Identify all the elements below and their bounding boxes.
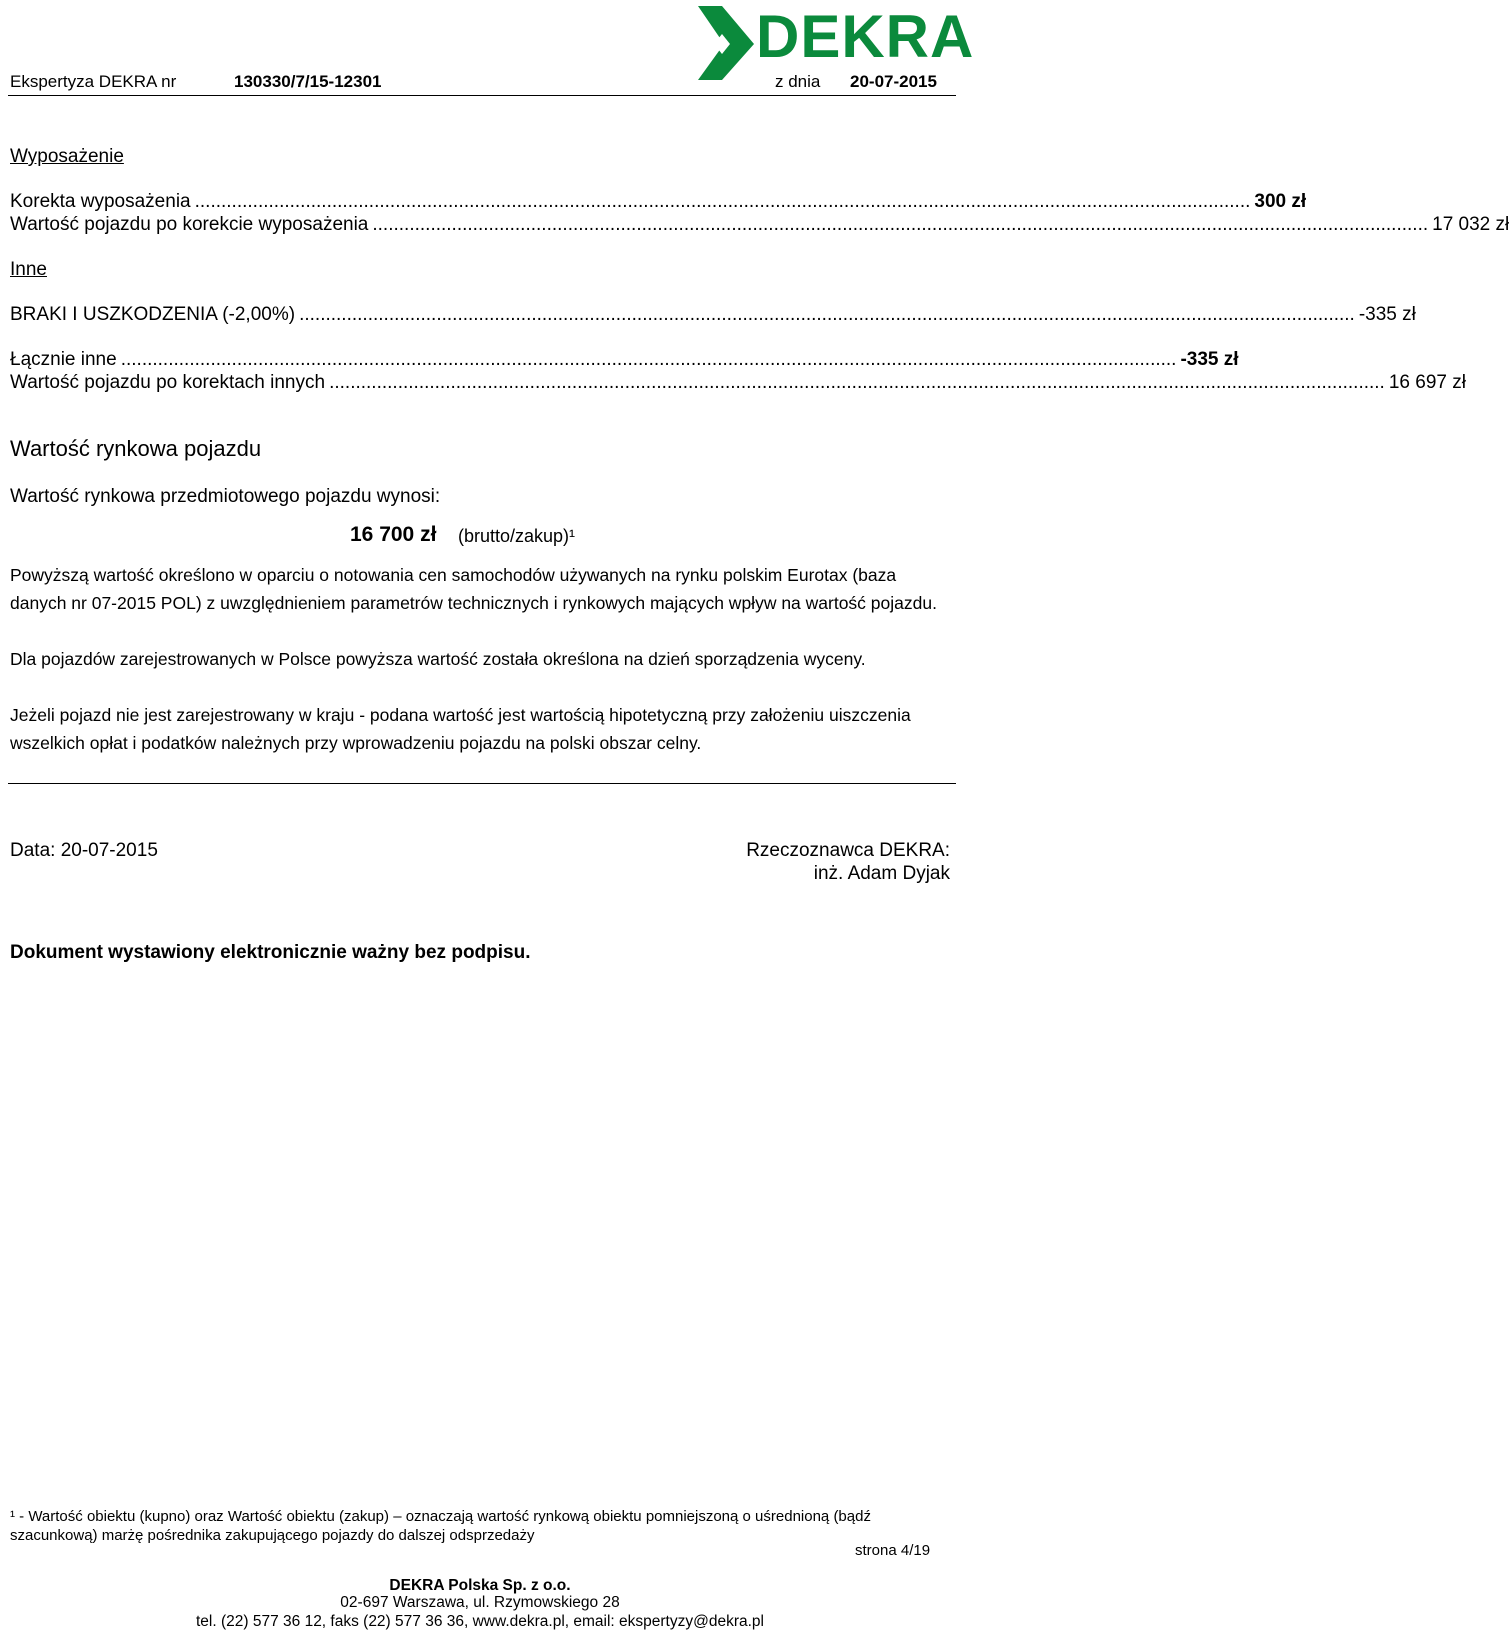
row-label: Łącznie inne bbox=[10, 349, 117, 370]
market-amount: 16 700 zł bbox=[350, 523, 437, 546]
equipment-after-row bbox=[10, 214, 1509, 236]
footer-contact: tel. (22) 577 36 12, faks (22) 577 36 36, www.dekra.pl, email: ekspertyzy@dekra.pl bbox=[196, 1613, 764, 1630]
leader-dots: ........................................................................................................................................................................................................ bbox=[372, 214, 1429, 235]
equipment-title: Wyposażenie bbox=[10, 146, 124, 167]
row-value: 17 032 zł bbox=[1432, 214, 1509, 235]
date-label: z dnia bbox=[775, 72, 821, 91]
leader-dots: ........................................................................................................................................................................................................ bbox=[299, 304, 1355, 325]
leader-dots: ........................................................................................................................................................................................................ bbox=[329, 372, 1385, 393]
expert-label: Rzeczoznawca DEKRA: bbox=[746, 840, 950, 861]
page-value: 4/19 bbox=[900, 1542, 931, 1559]
dekra-logo-icon bbox=[696, 4, 756, 82]
row-label: Wartość pojazdu po korektach innych bbox=[10, 372, 326, 393]
other-after-row bbox=[10, 372, 1466, 394]
equipment-correction-row bbox=[10, 191, 1307, 213]
row-value: -335 zł bbox=[1180, 349, 1239, 370]
leader-dots: ........................................................................................................................................................................................................ bbox=[120, 349, 1177, 370]
market-paragraph-3: Jeżeli pojazd nie jest zarejestrowany w kraju - podana wartość jest wartością hipotetyczną przy założeniu uiszczenia wszelkich opłat i podatków należnych przy wprowadzeniu pojazdu na polski obszar celny. bbox=[10, 705, 911, 753]
page-label: strona bbox=[855, 1542, 897, 1559]
leader-dots: ........................................................................................................................................................................................................ bbox=[194, 191, 1251, 212]
row-value: 16 697 zł bbox=[1388, 372, 1466, 393]
expertise-label: Ekspertyza DEKRA nr bbox=[10, 72, 177, 91]
market-intro: Wartość rynkowa przedmiotowego pojazdu wynosi: bbox=[10, 486, 441, 507]
row-value: -335 zł bbox=[1358, 304, 1416, 325]
header-divider bbox=[8, 95, 956, 96]
row-label: BRAKI I USZKODZENIA (-2,00%) bbox=[10, 304, 296, 325]
market-title: Wartość rynkowa pojazdu bbox=[10, 436, 262, 461]
other-title: Inne bbox=[10, 259, 47, 280]
footer-company: DEKRA Polska Sp. z o.o. bbox=[389, 1577, 571, 1594]
market-amount-note: (brutto/zakup)¹ bbox=[458, 526, 576, 546]
content-divider bbox=[8, 783, 956, 784]
page-number bbox=[855, 1542, 930, 1559]
logo-text: DEKRA bbox=[756, 3, 975, 70]
footer-address: 02-697 Warszawa, ul. Rzymowskiego 28 bbox=[340, 1594, 620, 1611]
row-label: Wartość pojazdu po korekcie wyposażenia bbox=[10, 214, 369, 235]
footnote: ¹ - Wartość obiektu (kupno) oraz Wartość obiektu (zakup) – oznaczają wartość rynkową obiektu pomniejszoną o uśrednioną (bądź szacunkową) marżę pośrednika zakupującego pojazdy do dalszej odsprzedaży bbox=[10, 1508, 871, 1544]
expertise-number: 130330/7/15-12301 bbox=[234, 72, 382, 91]
row-value: 300 zł bbox=[1254, 191, 1307, 212]
expert-name: inż. Adam Dyjak bbox=[813, 863, 950, 884]
damage-row bbox=[10, 304, 1416, 326]
market-paragraph-1: Powyższą wartość określono w oparciu o notowania cen samochodów używanych na rynku polskim Eurotax (baza danych nr 07-2015 POL) z uwzględnieniem parametrów technicznych i rynkowych mających wpływ na wartość pojazdu. bbox=[10, 565, 937, 613]
market-paragraph-2: Dla pojazdów zarejestrowanych w Polsce powyższa wartość została określona na dzień sporządzenia wyceny. bbox=[10, 649, 866, 669]
row-label: Korekta wyposażenia bbox=[10, 191, 191, 212]
other-total-row bbox=[10, 349, 1239, 371]
electronic-note: Dokument wystawiony elektronicznie ważny bez podpisu. bbox=[10, 942, 531, 963]
header-date: 20-07-2015 bbox=[850, 72, 937, 91]
signature-date: Data: 20-07-2015 bbox=[10, 840, 158, 861]
dekra-logo bbox=[696, 3, 975, 82]
